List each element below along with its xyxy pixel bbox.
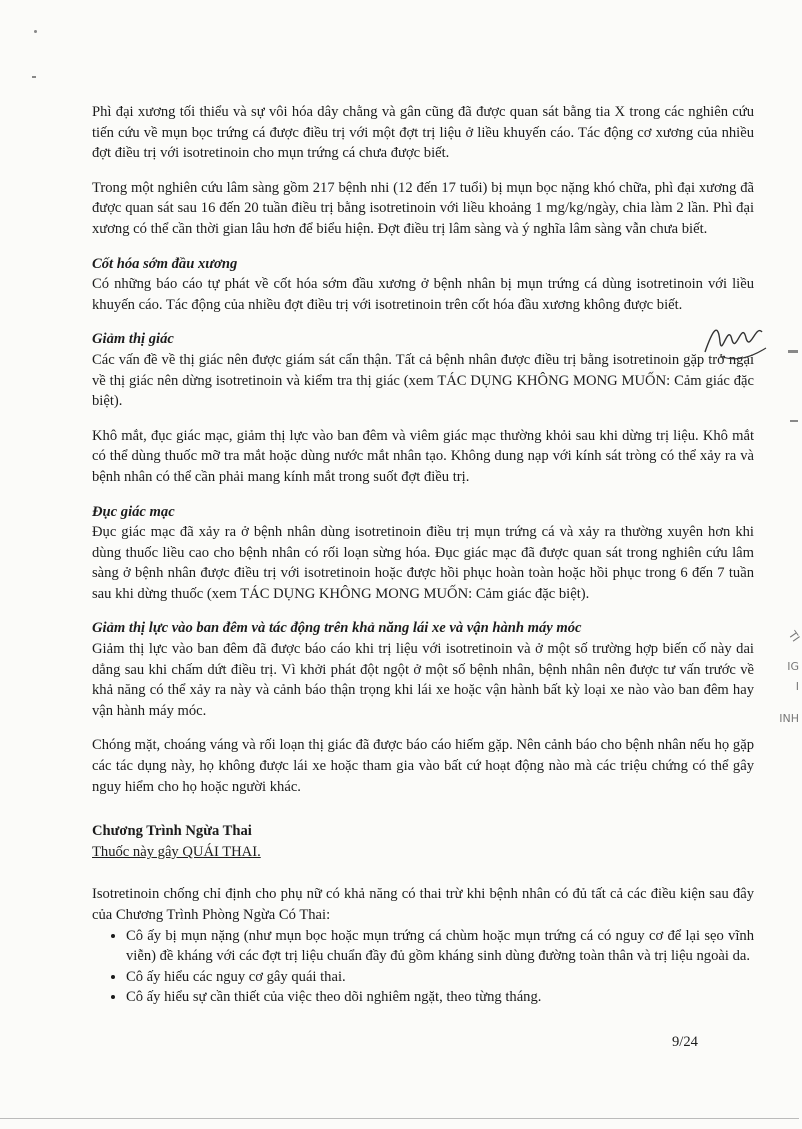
heading-visual-impairment: Giảm thị giác — [92, 331, 174, 348]
edge-mark: TI — [785, 628, 802, 645]
edge-mark: INH — [779, 712, 799, 725]
heading-corneal-opacity: Đục giác mạc — [92, 503, 175, 520]
conditions-list — [92, 926, 754, 1008]
paragraph-night-vision-2: Chóng mặt, choáng váng và rối loạn thị giác đã được báo cáo hiếm gặp. Nên cảnh báo cho bệnh nhân nếu họ gặp các tác dụng này, họ không được lái xe hoặc tham gia vào bất cứ hoạt động nào mà các triệu chứng có thể gây nguy hiểm cho họ hoặc người khác. — [92, 737, 754, 795]
signature-mark — [700, 312, 770, 372]
scan-dot — [32, 76, 36, 78]
scan-bottom-edge — [0, 1118, 799, 1119]
paragraph-corneal-opacity: Đục giác mạc đã xảy ra ở bệnh nhân dùng isotretinoin điều trị mụn trứng cá và xảy ra thường xuyên hơn khi dùng thuốc liều cao cho bệnh nhân có rối loạn sừng hóa. Đục giác mạc đã được quan sát trong nghiên cứu lâm sàng ở bệnh nhân được điều trị với isotretinoin hoặc được hồi phục hoàn toàn hoặc hồi phục trong 6 đến 7 tuần sau khi dừng thuốc (xem TÁC DỤNG KHÔNG MONG MUỐN: Cảm giác đặc biệt). — [92, 524, 754, 602]
paragraph-pregnancy-intro: Isotretinoin chống chỉ định cho phụ nữ có khả năng có thai trừ khi bệnh nhân có đủ tất cả các điều kiện sau đây của Chương Trình Phòng Ngừa Có Thai: — [92, 886, 754, 923]
edge-mark: I — [795, 680, 799, 693]
heading-night-vision: Giảm thị lực vào ban đêm và tác động trên khả năng lái xe và vận hành máy móc — [92, 620, 582, 637]
section-title-pregnancy-prevention: Chương Trình Ngừa Thai — [92, 823, 252, 840]
edge-mark: IG — [787, 660, 799, 673]
paragraph-epiphyseal-closure: Có những báo cáo tự phát về cốt hóa sớm đầu xương ở bệnh nhân bị mụn trứng cá dùng isotretinoin với liều khuyến cáo. Tác động của nhiều đợt điều trị với isotretinoin trên cốt hóa đầu xương không được biết. — [92, 276, 754, 313]
edge-smudge — [788, 350, 798, 353]
paragraph-visual-impairment-1: Các vấn đề về thị giác nên được giám sát cẩn thận. Tất cả bệnh nhân được điều trị bằng isotretinoin gặp trở ngại về thị giác nên dừng isotretinoin và kiểm tra thị giác (xem TÁC DỤNG KHÔNG MONG MUỐN: Cảm giác đặc biệt). — [92, 351, 754, 410]
document-body — [92, 102, 754, 1008]
edge-smudge — [790, 420, 798, 422]
list-item: • Cô ấy hiểu các nguy cơ gây quái thai. — [126, 967, 754, 988]
paragraph-visual-impairment-2: Khô mắt, đục giác mạc, giảm thị lực vào ban đêm và viêm giác mạc thường khỏi sau khi dừng trị liệu. Khô mắt có thể dùng thuốc mỡ tra mắt hoặc dùng nước mắt nhân tạo. Không dung nạp với kính sát tròng có thể xảy ra và bệnh nhân có thể cần phải mang kính mắt trong suốt đợt điều trị. — [92, 427, 754, 485]
list-item: • Cô ấy bị mụn nặng (như mụn bọc hoặc mụn trứng cá chùm hoặc mụn trứng cá có nguy cơ để lại sẹo vĩnh viễn) đề kháng với các đợt trị liệu chuẩn đầy đủ gồm kháng sinh dùng đường toàn thân và trị liệu ngoài da. — [126, 926, 754, 967]
scan-dot — [34, 30, 37, 33]
list-item: • Cô ấy hiểu sự cần thiết của việc theo dõi nghiêm ngặt, theo từng tháng. — [126, 987, 754, 1008]
page-number: 9/24 — [672, 1034, 698, 1050]
paragraph-bone-hypertrophy: Phì đại xương tối thiểu và sự vôi hóa dây chằng và gân cũng đã được quan sát bằng tia X trong các nghiên cứu tiến cứu về mụn bọc trứng cá được điều trị với một đợt trị liệu ở liều khuyến cáo. Tác động cơ xương của nhiều đợt điều trị với isotretinoin cho mụn trứng cá chưa được biết. — [92, 104, 754, 162]
teratogen-warning: Thuốc này gây QUÁI THAI. — [92, 843, 261, 860]
paragraph-night-vision-1: Giảm thị lực vào ban đêm đã được báo cáo khi trị liệu với isotretinoin và ở một số trường hợp biến cố này dai dẳng sau khi chấm dứt điều trị. Vì khởi phát đột ngột ở một số bệnh nhân, bệnh nhân nên được tư vấn trước về khả năng có thể xảy ra này và cảnh báo thận trọng khi lái xe hoặc vận hành bất kỳ loại xe nào vào ban đêm hay vận hành máy móc. — [92, 641, 754, 719]
heading-epiphyseal-closure: Cốt hóa sớm đầu xương — [92, 255, 238, 272]
paragraph-clinical-study: Trong một nghiên cứu lâm sàng gồm 217 bệnh nhi (12 đến 17 tuổi) bị mụn bọc nặng khó chữa, phì đại xương đã được quan sát sau 16 đến 20 tuần điều trị bằng isotretinoin với liều khoảng 1 mg/kg/ngày, chia làm 2 lần. Phì đại xương có thể cần thời gian lâu hơn để biểu hiện. Đợt điều trị lâm sàng và ý nghĩa lâm sàng vẫn chưa biết. — [92, 179, 754, 237]
